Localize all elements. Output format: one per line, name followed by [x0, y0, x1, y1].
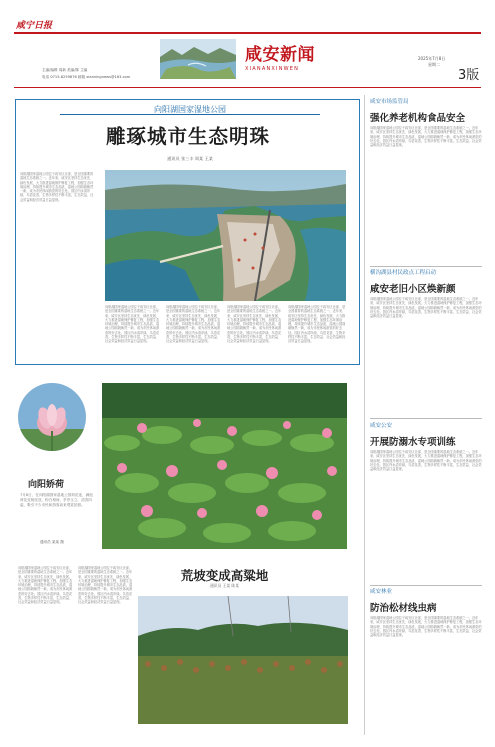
- masthead-info-2: 电话 0715-8259876 邮箱 xianningnews@163.com: [42, 75, 131, 79]
- masthead-landscape-image: [160, 39, 236, 79]
- right-story-4-label: 咸安林业: [370, 589, 393, 595]
- lead-body-col-2: 向阳湖国家湿地公园位于咸安区北部，是全国重要的湿地生态系统之一。近年来，咸安区坚持生态优先、绿色发展，大力推进湿地保护修复工程，加强生态环境治理，持续提升城市生态品质，湿地公园面貌焕然一新，成为市民休闲游览的好去处。园区内水清岸绿，鸟语花香，生物多样性不断丰富，生态效益、社会效益和经济效益日益显现。: [105, 305, 160, 344]
- lower-byline: 通讯员 王某 陈某: [210, 583, 239, 588]
- lead-kicker: 向阳湖国家湿地公园: [154, 105, 226, 114]
- sorghum-field-photo: [138, 596, 348, 724]
- lotus-round-photo: [18, 383, 86, 451]
- lead-body-col-5: 向阳湖国家湿地公园位于咸安区北部，是全国重要的湿地生态系统之一。近年来，咸安区坚持生态优先、绿色发展，大力推进湿地保护修复工程，加强生态环境治理，持续提升城市生态品质，湿地公园面貌焕然一新，成为市民休闲游览的好去处。园区内水清岸绿，鸟语花香，生物多样性不断丰富，生态效益、社会效益和经济效益日益显现。: [288, 305, 346, 344]
- lotus-caption-title: 向阳娇荷: [28, 480, 65, 490]
- lead-kicker-rule: [60, 114, 320, 115]
- right-story-4-body: 向阳湖国家湿地公园位于咸安区北部，是全国重要的湿地生态系统之一。近年来，咸安区坚持生态优先、绿色发展，大力推进湿地保护修复工程，加强生态环境治理，持续提升城市生态品质，湿地公园面貌焕然一新，成为市民休闲游览的好去处。园区内水清岸绿，鸟语花香，生物多样性不断丰富，生态效益、社会效益和经济效益日益显现。: [370, 616, 482, 638]
- right-rule-3: [370, 585, 482, 586]
- lead-body-col-4: 向阳湖国家湿地公园位于咸安区北部，是全国重要的湿地生态系统之一。近年来，咸安区坚持生态优先、绿色发展，大力推进湿地保护修复工程，加强生态环境治理，持续提升城市生态品质，湿地公园面貌焕然一新，成为市民休闲游览的好去处。园区内水清岸绿，鸟语花香，生物多样性不断丰富，生态效益、社会效益和经济效益日益显现。: [227, 305, 282, 344]
- lotus-caption-byline: 通讯员 某某 摄: [40, 540, 64, 544]
- section-title: 咸安新闻: [245, 45, 315, 65]
- lead-body-col-3: 向阳湖国家湿地公园位于咸安区北部，是全国重要的湿地生态系统之一。近年来，咸安区坚持生态优先、绿色发展，大力推进湿地保护修复工程，加强生态环境治理，持续提升城市生态品质，湿地公园面貌焕然一新，成为市民休闲游览的好去处。园区内水清岸绿，鸟语花香，生物多样性不断丰富，生态效益、社会效益和经济效益日益显现。: [166, 305, 221, 344]
- masthead-bottom-rule: [14, 87, 481, 88]
- lead-headline: 雕琢城市生态明珠: [105, 125, 270, 148]
- right-story-1-title: 强化养老机构食品安全: [370, 113, 466, 124]
- right-column-divider: [364, 95, 365, 735]
- lower-body-col-2: 向阳湖国家湿地公园位于咸安区北部，是全国重要的湿地生态系统之一。近年来，咸安区坚持生态优先、绿色发展，大力推进湿地保护修复工程，加强生态环境治理，持续提升城市生态品质，湿地公园面貌焕然一新，成为市民休闲游览的好去处。园区内水清岸绿，鸟语花香，生物多样性不断丰富，生态效益、社会效益和经济效益日益显现。: [78, 566, 133, 605]
- right-story-2-title: 咸安老旧小区焕新颜: [370, 284, 456, 295]
- right-story-3-title: 开展防溺水专项训练: [370, 437, 456, 448]
- right-story-1-label: 咸安市场监管局: [370, 99, 409, 105]
- lotus-field-photo: [102, 383, 347, 549]
- right-story-3-body: 向阳湖国家湿地公园位于咸安区北部，是全国重要的湿地生态系统之一。近年来，咸安区坚持生态优先、绿色发展，大力推进湿地保护修复工程，加强生态环境治理，持续提升城市生态品质，湿地公园面貌焕然一新，成为市民休闲游览的好去处。园区内水清岸绿，鸟语花香，生物多样性不断丰富，生态效益、社会效益和经济效益日益显现。: [370, 450, 482, 472]
- issue-weekday: 星期二: [428, 62, 440, 67]
- lead-body-col-1: 向阳湖国家湿地公园位于咸安区北部，是全国重要的湿地生态系统之一。近年来，咸安区坚持生态优先、绿色发展，大力推进湿地保护修复工程，加强生态环境治理，持续提升城市生态品质，湿地公园面貌焕然一新，成为市民休闲游览的好去处。园区内水清岸绿，鸟语花香，生物多样性不断丰富，生态效益、社会效益和经济效益日益显现。: [20, 172, 94, 202]
- masthead-logo: 咸宁日报: [16, 21, 53, 31]
- right-story-4-title: 防治松材线虫病: [370, 603, 437, 614]
- lead-byline: 通讯员 张三丰 周某 王某: [167, 156, 213, 161]
- right-rule-2: [370, 418, 482, 419]
- right-story-3-label: 咸安公安: [370, 423, 393, 429]
- masthead-info-1: 主编/编辑 周新 美编/陈 主编: [42, 68, 88, 72]
- right-story-2-body: 向阳湖国家湿地公园位于咸安区北部，是全国重要的湿地生态系统之一。近年来，咸安区坚持生态优先、绿色发展，大力推进湿地保护修复工程，加强生态环境治理，持续提升城市生态品质，湿地公园面貌焕然一新，成为市民休闲游览的好去处。园区内水清岸绿，鸟语花香，生物多样性不断丰富，生态效益、社会效益和经济效益日益显现。: [370, 297, 482, 319]
- issue-date: 2025年7月8日: [418, 56, 446, 61]
- right-rule-1: [370, 266, 482, 267]
- section-pinyin: XIANANXINWEN: [245, 66, 300, 72]
- lead-aerial-photo: [105, 170, 346, 301]
- right-story-2-label: 横沟湖县村民政点工程启动: [370, 270, 437, 276]
- lower-headline: 荒坡变成高粱地: [180, 568, 269, 583]
- page-number: 3版: [458, 68, 480, 83]
- right-story-1-body: 向阳湖国家湿地公园位于咸安区北部，是全国重要的湿地生态系统之一。近年来，咸安区坚持生态优先、绿色发展，大力推进湿地保护修复工程，加强生态环境治理，持续提升城市生态品质，湿地公园面貌焕然一新，成为市民休闲游览的好去处。园区内水清岸绿，鸟语花香，生物多样性不断丰富，生态效益、社会效益和经济效益日益显现。: [370, 126, 482, 148]
- lotus-caption-body: 7月8日，在向阳湖国家湿地公园荷花池，满池荷花竞相绽放，粉白相间，亭亭玉立，清香四溢，吸引不少市民和游客前来观赏拍照。: [20, 493, 93, 507]
- masthead-top-rule: [14, 32, 481, 34]
- lower-body-col-1: 向阳湖国家湿地公园位于咸安区北部，是全国重要的湿地生态系统之一。近年来，咸安区坚持生态优先、绿色发展，大力推进湿地保护修复工程，加强生态环境治理，持续提升城市生态品质，湿地公园面貌焕然一新，成为市民休闲游览的好去处。园区内水清岸绿，鸟语花香，生物多样性不断丰富，生态效益、社会效益和经济效益日益显现。: [18, 566, 73, 605]
